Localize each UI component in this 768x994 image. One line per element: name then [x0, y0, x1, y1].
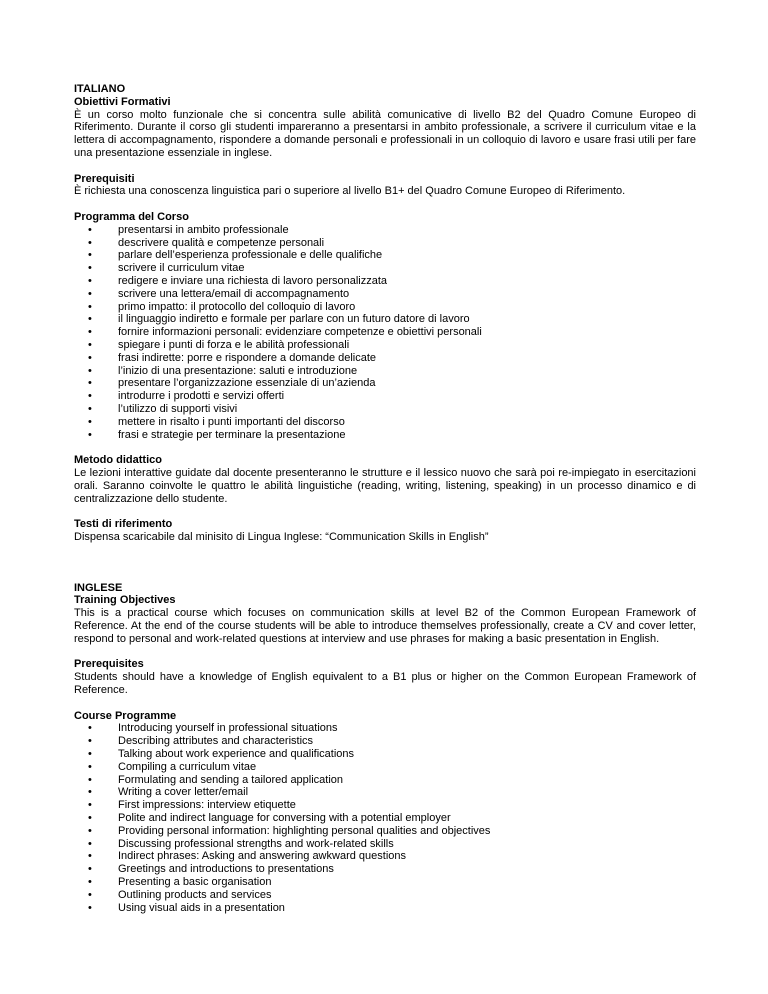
list-item: • l’utilizzo di supporti visivi: [74, 403, 696, 416]
list-item: • Describing attributes and characteristics: [74, 735, 696, 748]
list-item: • redigere e inviare una richiesta di lavoro personalizzata: [74, 275, 696, 288]
prereq-heading: Prerequisites: [74, 658, 144, 671]
section-title-inglese: INGLESE: [74, 581, 123, 594]
list-item: • frasi e strategie per terminare la presentazione: [74, 429, 696, 442]
list-item: • Compiling a curriculum vitae: [74, 761, 696, 774]
list-item: • First impressions: interview etiquette: [74, 799, 696, 812]
document-page: [74, 83, 696, 914]
list-item: • Discussing professional strengths and work-related skills: [74, 838, 696, 851]
texts-heading: Testi di riferimento: [74, 518, 173, 531]
list-item: • Formulating and sending a tailored application: [74, 774, 696, 787]
list-item: • Providing personal information: highlighting personal qualities and objectives: [74, 825, 696, 838]
list-item: • Greetings and introductions to presentations: [74, 863, 696, 876]
list-item: • Writing a cover letter/email: [74, 786, 696, 799]
list-item: • spiegare i punti di forza e le abilità professionali: [74, 339, 696, 352]
prereq-text: Students should have a knowledge of English equivalent to a B1 plus or higher on the Common European Framework of Reference.: [74, 671, 696, 697]
list-item: • introdurre i prodotti e servizi offerti: [74, 390, 696, 403]
list-item: • Presenting a basic organisation: [74, 876, 696, 889]
prereq-heading: Prerequisiti: [74, 172, 135, 185]
section-title-italiano: ITALIANO: [74, 83, 126, 95]
programme-list: [74, 722, 696, 914]
method-heading: Metodo didattico: [74, 454, 162, 467]
list-item: • l’inizio di una presentazione: saluti e introduzione: [74, 365, 696, 378]
list-item: • primo impatto: il protocollo del colloquio di lavoro: [74, 301, 696, 314]
method-text: Le lezioni interattive guidate dal docente presenteranno le strutture e il lessico nuovo che sarà poi re-impiegato in esercitazioni orali. Saranno coinvolte le quattro le abilità linguistiche (reading, writing, listening, speaking) in un processo dinamico e di centralizzazione dello studente.: [74, 466, 696, 505]
list-item: • scrivere il curriculum vitae: [74, 262, 696, 275]
list-item: • scrivere una lettera/email di accompagnamento: [74, 288, 696, 301]
list-item: • Talking about work experience and qualifications: [74, 748, 696, 761]
objectives-heading: Obiettivi Formativi: [74, 95, 171, 108]
list-item: • Indirect phrases: Asking and answering awkward questions: [74, 850, 696, 863]
list-item: • mettere in risalto i punti importanti del discorso: [74, 416, 696, 429]
list-item: • presentare l’organizzazione essenziale di un’azienda: [74, 377, 696, 390]
prereq-text: È richiesta una conoscenza linguistica pari o superiore al livello B1+ del Quadro Comune Europeo di Riferimento.: [74, 185, 626, 198]
english-section: [74, 582, 696, 915]
programme-heading: Programma del Corso: [74, 210, 189, 223]
list-item: • parlare dell’esperienza professionale e delle qualifiche: [74, 249, 696, 262]
programme-list: [74, 224, 696, 442]
list-item: • fornire informazioni personali: evidenziare competenze e obiettivi personali: [74, 326, 696, 339]
objectives-heading: Training Objectives: [74, 594, 176, 607]
list-item: • descrivere qualità e competenze personali: [74, 237, 696, 250]
texts-text: Dispensa scaricabile dal minisito di Lingua Inglese: “Communication Skills in English”: [74, 530, 489, 543]
list-item: • presentarsi in ambito professionale: [74, 224, 696, 237]
objectives-text: È un corso molto funzionale che si concentra sulle abilità comunicative di livello B2 del Quadro Comune Europeo di Riferimento. Durante il corso gli studenti impareranno a presentarsi in ambito professionale, a scrivere il curriculum vitae e la lettera di accompagnamento, rispondere a domande personali e professionali in un colloquio di lavoro e usare frasi utili per fare una presentazione essenziale in inglese.: [74, 108, 696, 159]
list-item: • Polite and indirect language for conversing with a potential employer: [74, 812, 696, 825]
list-item: • frasi indirette: porre e rispondere a domande delicate: [74, 352, 696, 365]
list-item: • Outlining products and services: [74, 889, 696, 902]
programme-heading: Course Programme: [74, 709, 177, 722]
list-item: • il linguaggio indiretto e formale per parlare con un futuro datore di lavoro: [74, 313, 696, 326]
list-item: • Using visual aids in a presentation: [74, 902, 696, 915]
objectives-text: This is a practical course which focuses on communication skills at level B2 of the Common European Framework of Reference. At the end of the course students will be able to introduce themselves professionally, create a CV and cover letter, respond to personal and work-related questions at interview and use phrases for making a basic presentation in English.: [74, 607, 696, 645]
list-item: • Introducing yourself in professional situations: [74, 722, 696, 735]
italian-section: [74, 83, 696, 544]
